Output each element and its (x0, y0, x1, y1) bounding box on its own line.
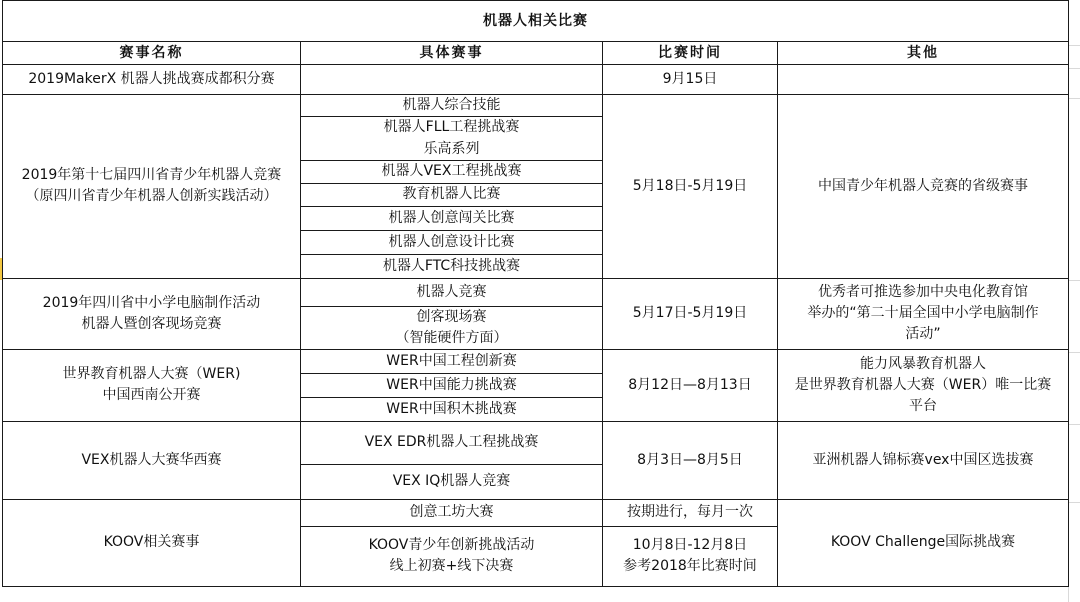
grid-line (1068, 45, 1080, 46)
time-cell[interactable] (603, 65, 778, 95)
other-cell[interactable] (778, 421, 1069, 499)
time-text: 9月15日 (662, 71, 718, 87)
event-name-cell[interactable] (3, 499, 301, 586)
event-name-cell[interactable] (3, 421, 301, 499)
other-cell[interactable] (778, 278, 1069, 349)
grid-line (1068, 98, 1080, 99)
specific-event-cell[interactable]: VEX IQ机器人竞赛 (301, 464, 603, 499)
specific-event-cell[interactable]: 教育机器人比赛 (301, 183, 603, 206)
time-cell[interactable]: 按期进行，每月一次 (603, 499, 778, 526)
other-text: KOOV Challenge国际挑战赛 (830, 534, 1016, 550)
grid-line (1068, 352, 1080, 353)
event-name-text: 中国西南公开赛 (102, 387, 201, 403)
specific-event-cell[interactable]: 创意工坊大赛 (301, 499, 603, 526)
specific-event-cell[interactable]: WER中国积木挑战赛 (301, 397, 603, 421)
other-text: 亚洲机器人锦标赛vex中国区选拔赛 (812, 451, 1034, 468)
time-text: 8月12日—8月13日 (628, 376, 752, 393)
event-name-text: （原四川省青少年机器人创新实践活动） (25, 188, 278, 205)
other-text: 优秀者可推选参加中央电化教育馆 (818, 284, 1028, 300)
specific-event-text: （智能硬件方面） (395, 329, 508, 346)
event-name-cell[interactable] (3, 95, 301, 279)
event-name-text: KOOV相关赛事 (103, 534, 200, 550)
other-text: 举办的“第二十届全国中小学电脑制作 (807, 305, 1039, 321)
time-text: 5月18日-5月19日 (632, 177, 748, 194)
specific-event-text: KOOV青少年创新挑战活动 (368, 537, 535, 553)
grid-line (1068, 280, 1080, 281)
other-text: 能力风暴教育机器人 (860, 355, 986, 372)
header-other[interactable]: 其他 (778, 42, 1069, 65)
header-time[interactable]: 比赛时间 (603, 42, 778, 65)
specific-event-cell[interactable] (301, 65, 603, 95)
specific-event-text: 创客现场赛 (416, 308, 487, 325)
event-name-cell[interactable] (3, 65, 301, 95)
time-text: 参考2018年比赛时间 (623, 558, 757, 574)
other-text: 是世界教育机器人大赛（WER）唯一比赛 (794, 376, 1052, 393)
competition-table (2, 0, 1069, 587)
event-name-text: VEX机器人大赛华西赛 (81, 451, 222, 468)
grid-line (1068, 424, 1080, 425)
specific-event-cell[interactable] (301, 526, 603, 586)
event-name-text: 2019年第十七届四川省青少年机器人竞赛 (21, 167, 282, 184)
event-name-text: 机器人暨创客现场竞赛 (81, 315, 222, 332)
other-text: 活动” (905, 326, 941, 342)
time-text: 10月8日-12月8日 (632, 537, 748, 553)
other-text: 中国青少年机器人竞赛的省级赛事 (818, 177, 1028, 194)
time-cell[interactable] (603, 526, 778, 586)
other-cell[interactable] (778, 499, 1069, 586)
specific-event-cell[interactable]: WER中国工程创新赛 (301, 349, 603, 373)
time-text: 8月3日—8月5日 (637, 451, 743, 468)
event-name-text: 2019MakerX 机器人挑战赛成都积分赛 (28, 71, 275, 87)
specific-event-cell[interactable] (301, 306, 603, 349)
time-cell[interactable] (603, 95, 778, 279)
specific-event-cell[interactable]: 机器人FLL工程挑战赛 (301, 117, 603, 139)
grid-line (1068, 68, 1080, 69)
event-name-text: 世界教育机器人大赛（WER) (62, 366, 241, 382)
specific-event-cell[interactable]: VEX EDR机器人工程挑战赛 (301, 421, 603, 464)
specific-event-cell[interactable]: 机器人FTC科技挑战赛 (301, 254, 603, 278)
header-specific-event[interactable]: 具体赛事 (301, 42, 603, 65)
event-name-cell[interactable] (3, 349, 301, 421)
time-cell[interactable] (603, 421, 778, 499)
time-cell[interactable] (603, 278, 778, 349)
other-cell[interactable] (778, 65, 1069, 95)
event-name-cell[interactable] (3, 278, 301, 349)
other-cell[interactable] (778, 95, 1069, 279)
event-name-text: 2019年四川省中小学电脑制作活动 (42, 294, 261, 311)
specific-event-cell[interactable]: WER中国能力挑战赛 (301, 373, 603, 397)
specific-event-cell[interactable]: 机器人竞赛 (301, 278, 603, 306)
header-event-name[interactable]: 赛事名称 (3, 42, 301, 65)
other-text: 平台 (909, 397, 937, 414)
other-cell[interactable] (778, 349, 1069, 421)
specific-event-cell[interactable]: 机器人创意闯关比赛 (301, 206, 603, 230)
specific-event-cell[interactable]: 乐高系列 (301, 139, 603, 161)
specific-event-cell[interactable]: 机器人综合技能 (301, 95, 603, 117)
specific-event-cell[interactable]: 机器人创意设计比赛 (301, 230, 603, 254)
grid-line (1068, 502, 1080, 503)
time-text: 5月17日-5月19日 (632, 305, 748, 321)
table-title[interactable]: 机器人相关比赛 (3, 1, 1069, 42)
specific-event-text: 线上初赛+线下决赛 (389, 558, 514, 574)
specific-event-cell[interactable]: 机器人VEX工程挑战赛 (301, 160, 603, 183)
time-cell[interactable] (603, 349, 778, 421)
